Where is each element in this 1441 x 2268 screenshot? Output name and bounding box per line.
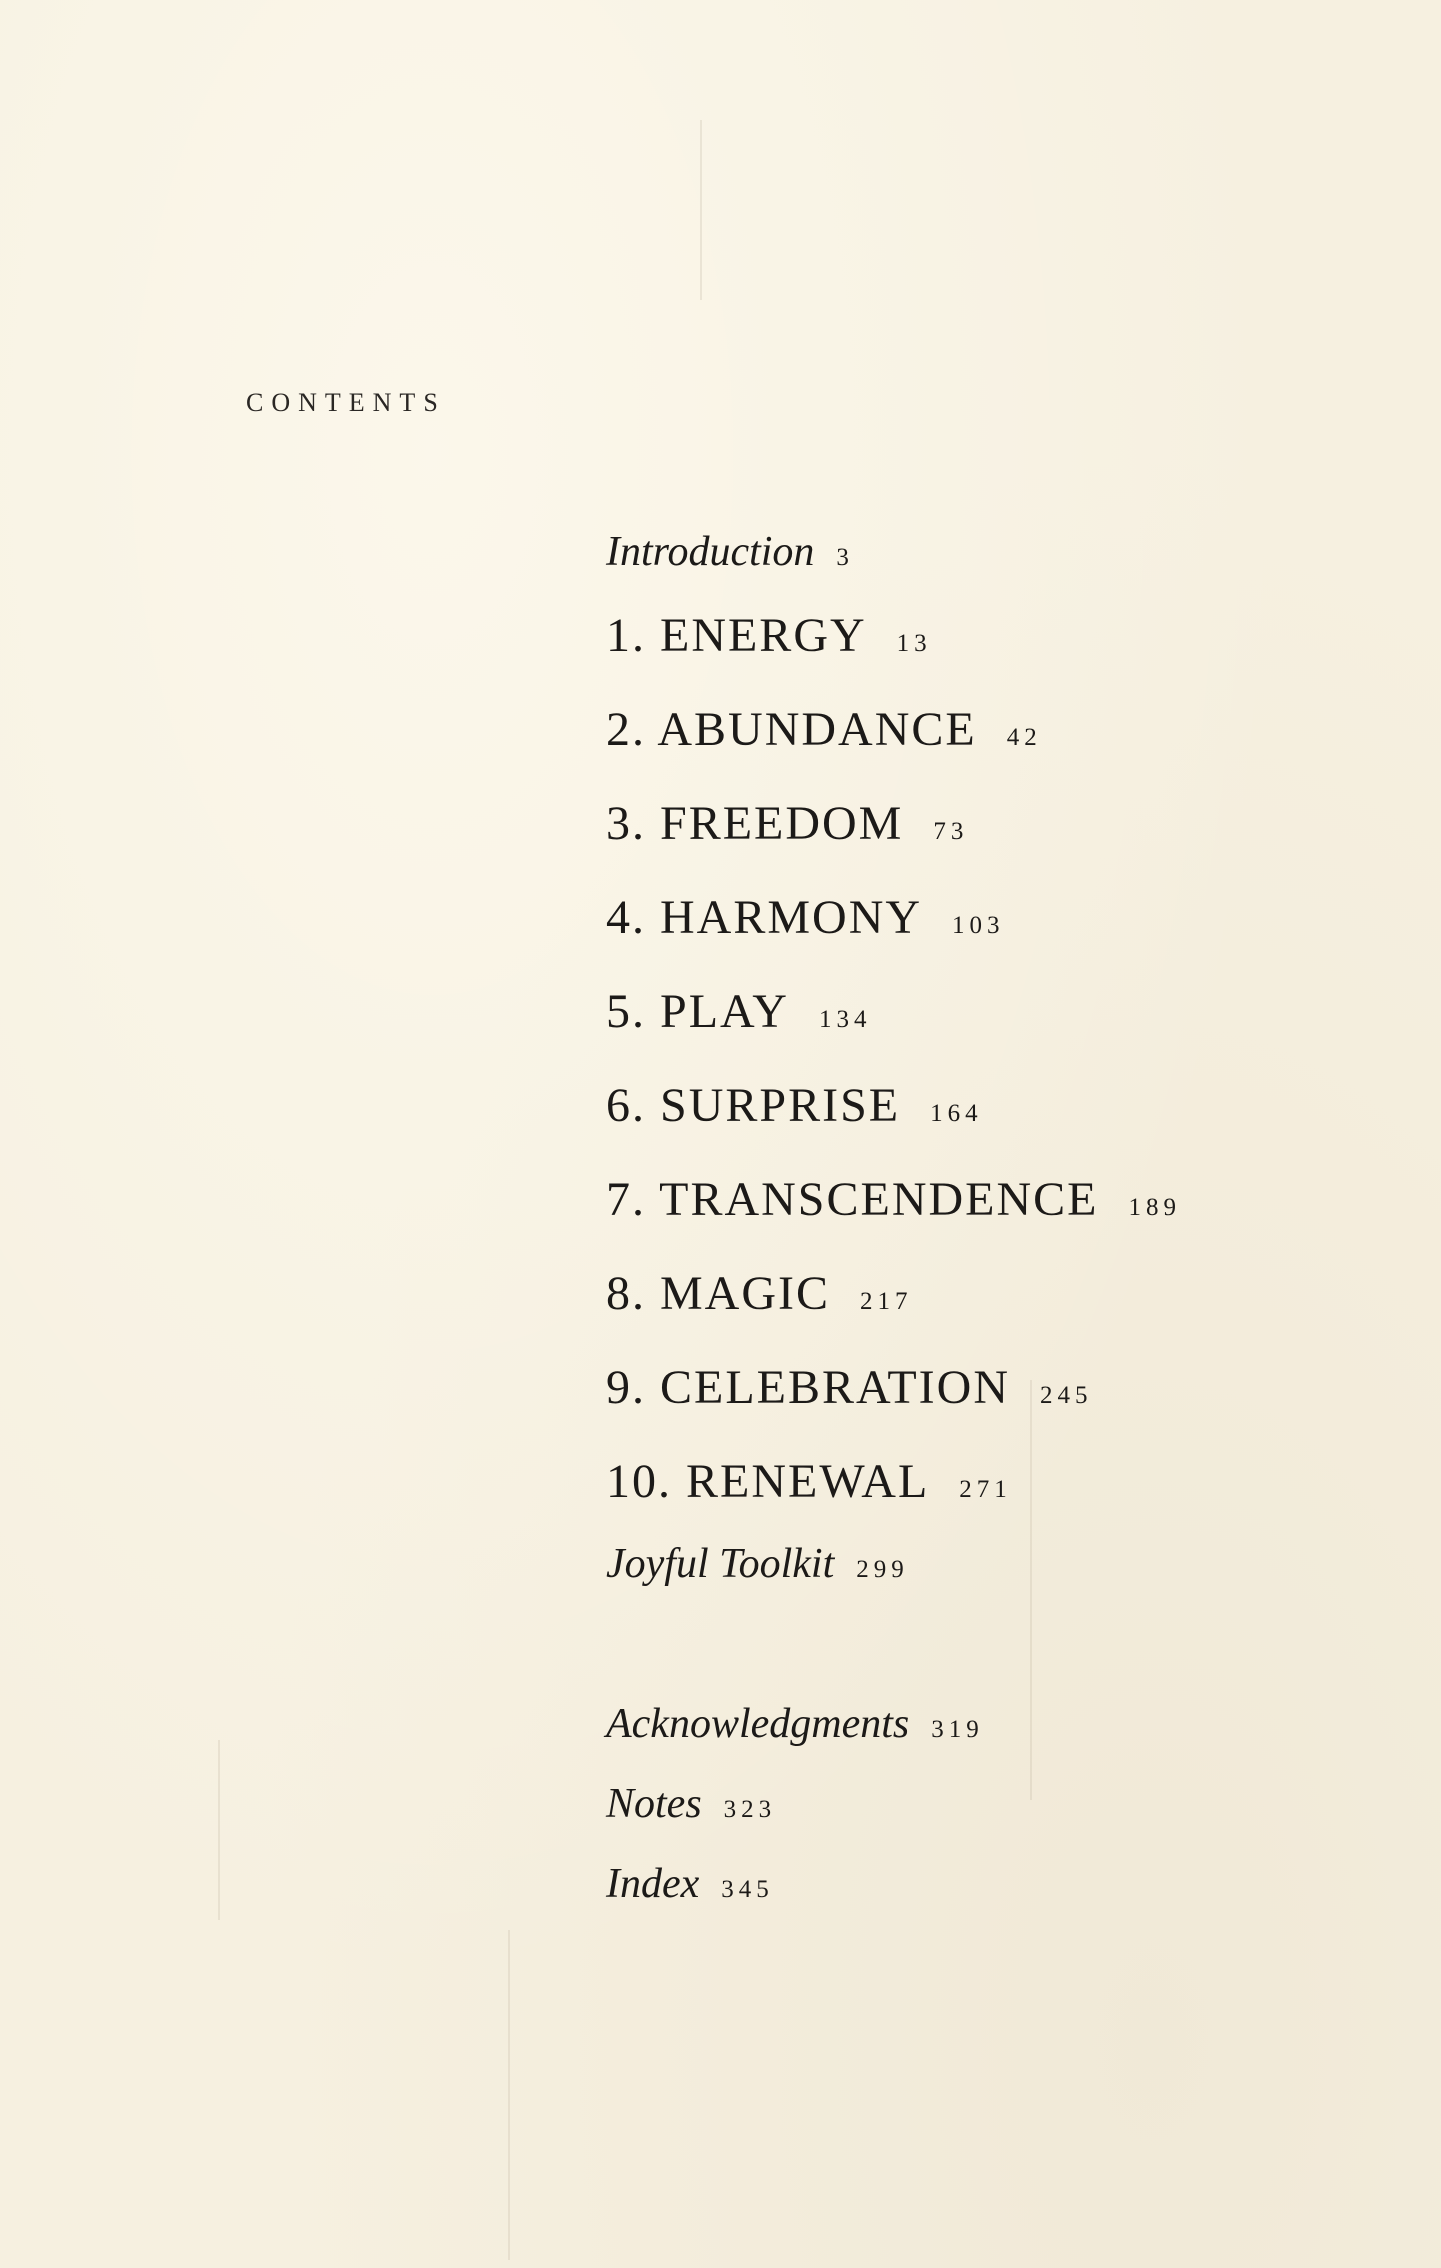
toc-entry-label: 5. PLAY bbox=[606, 985, 789, 1038]
toc-entry-chapter-9[interactable] bbox=[606, 1360, 1092, 1415]
toc-entry-label: Joyful Toolkit bbox=[606, 1541, 835, 1587]
toc-entry-page: 345 bbox=[721, 1876, 774, 1903]
toc-entry-page: 42 bbox=[1006, 724, 1042, 751]
toc-entry-label: Notes bbox=[606, 1781, 702, 1827]
toc-entry-page: 134 bbox=[818, 1006, 872, 1033]
toc-entry-page: 3 bbox=[836, 544, 854, 571]
paper-crease bbox=[700, 120, 702, 300]
toc-entry-label: Index bbox=[606, 1861, 700, 1907]
toc-entry-chapter-6[interactable] bbox=[606, 1078, 983, 1133]
toc-entry-page: 164 bbox=[930, 1100, 983, 1127]
toc-entry-chapter-2[interactable] bbox=[606, 702, 1042, 757]
toc-entry-acknowledgments[interactable] bbox=[606, 1700, 984, 1748]
toc-entry-notes[interactable] bbox=[606, 1780, 776, 1828]
toc-entry-page: 73 bbox=[933, 818, 969, 845]
toc-entry-page: 323 bbox=[723, 1796, 777, 1823]
toc-entry-page: 319 bbox=[931, 1716, 984, 1743]
toc-entry-label: 4. HARMONY bbox=[606, 891, 923, 944]
toc-entry-chapter-7[interactable] bbox=[606, 1172, 1181, 1227]
toc-entry-page: 271 bbox=[959, 1476, 1012, 1503]
toc-entry-page: 103 bbox=[952, 912, 1005, 939]
toc-entry-label: 7. TRANSCENDENCE bbox=[606, 1173, 1099, 1226]
toc-entry-label: 8. MAGIC bbox=[606, 1267, 831, 1320]
toc-entry-page: 217 bbox=[860, 1288, 913, 1315]
paper-crease bbox=[218, 1740, 220, 1920]
toc-entry-joyful-toolkit[interactable] bbox=[606, 1540, 909, 1588]
paper-crease bbox=[1030, 1380, 1032, 1800]
toc-entry-label: 10. RENEWAL bbox=[606, 1455, 930, 1508]
toc-entry-label: 3. FREEDOM bbox=[606, 797, 904, 850]
toc-entry-chapter-1[interactable] bbox=[606, 608, 932, 663]
contents-heading: CONTENTS bbox=[246, 388, 446, 417]
paper-crease bbox=[508, 1930, 510, 2260]
toc-entry-chapter-5[interactable] bbox=[606, 984, 871, 1039]
toc-entry-chapter-8[interactable] bbox=[606, 1266, 913, 1321]
toc-entry-label: Acknowledgments bbox=[606, 1701, 910, 1747]
toc-entry-page: 299 bbox=[856, 1556, 909, 1583]
toc-entry-label: 1. ENERGY bbox=[606, 609, 867, 662]
toc-entry-label: 2. ABUNDANCE bbox=[606, 703, 977, 756]
toc-entry-chapter-10[interactable] bbox=[606, 1454, 1012, 1509]
toc-entry-index[interactable] bbox=[606, 1860, 774, 1908]
toc-entry-label: 9. CELEBRATION bbox=[606, 1361, 1010, 1414]
toc-entry-introduction[interactable] bbox=[606, 528, 854, 576]
toc-entry-label: 6. SURPRISE bbox=[606, 1079, 901, 1132]
toc-entry-page: 189 bbox=[1128, 1194, 1181, 1221]
toc-entry-chapter-3[interactable] bbox=[606, 796, 968, 851]
toc-entry-page: 245 bbox=[1039, 1382, 1093, 1409]
toc-entry-page: 13 bbox=[896, 630, 932, 657]
toc-entry-label: Introduction bbox=[606, 529, 815, 575]
toc-entry-chapter-4[interactable] bbox=[606, 890, 1005, 945]
